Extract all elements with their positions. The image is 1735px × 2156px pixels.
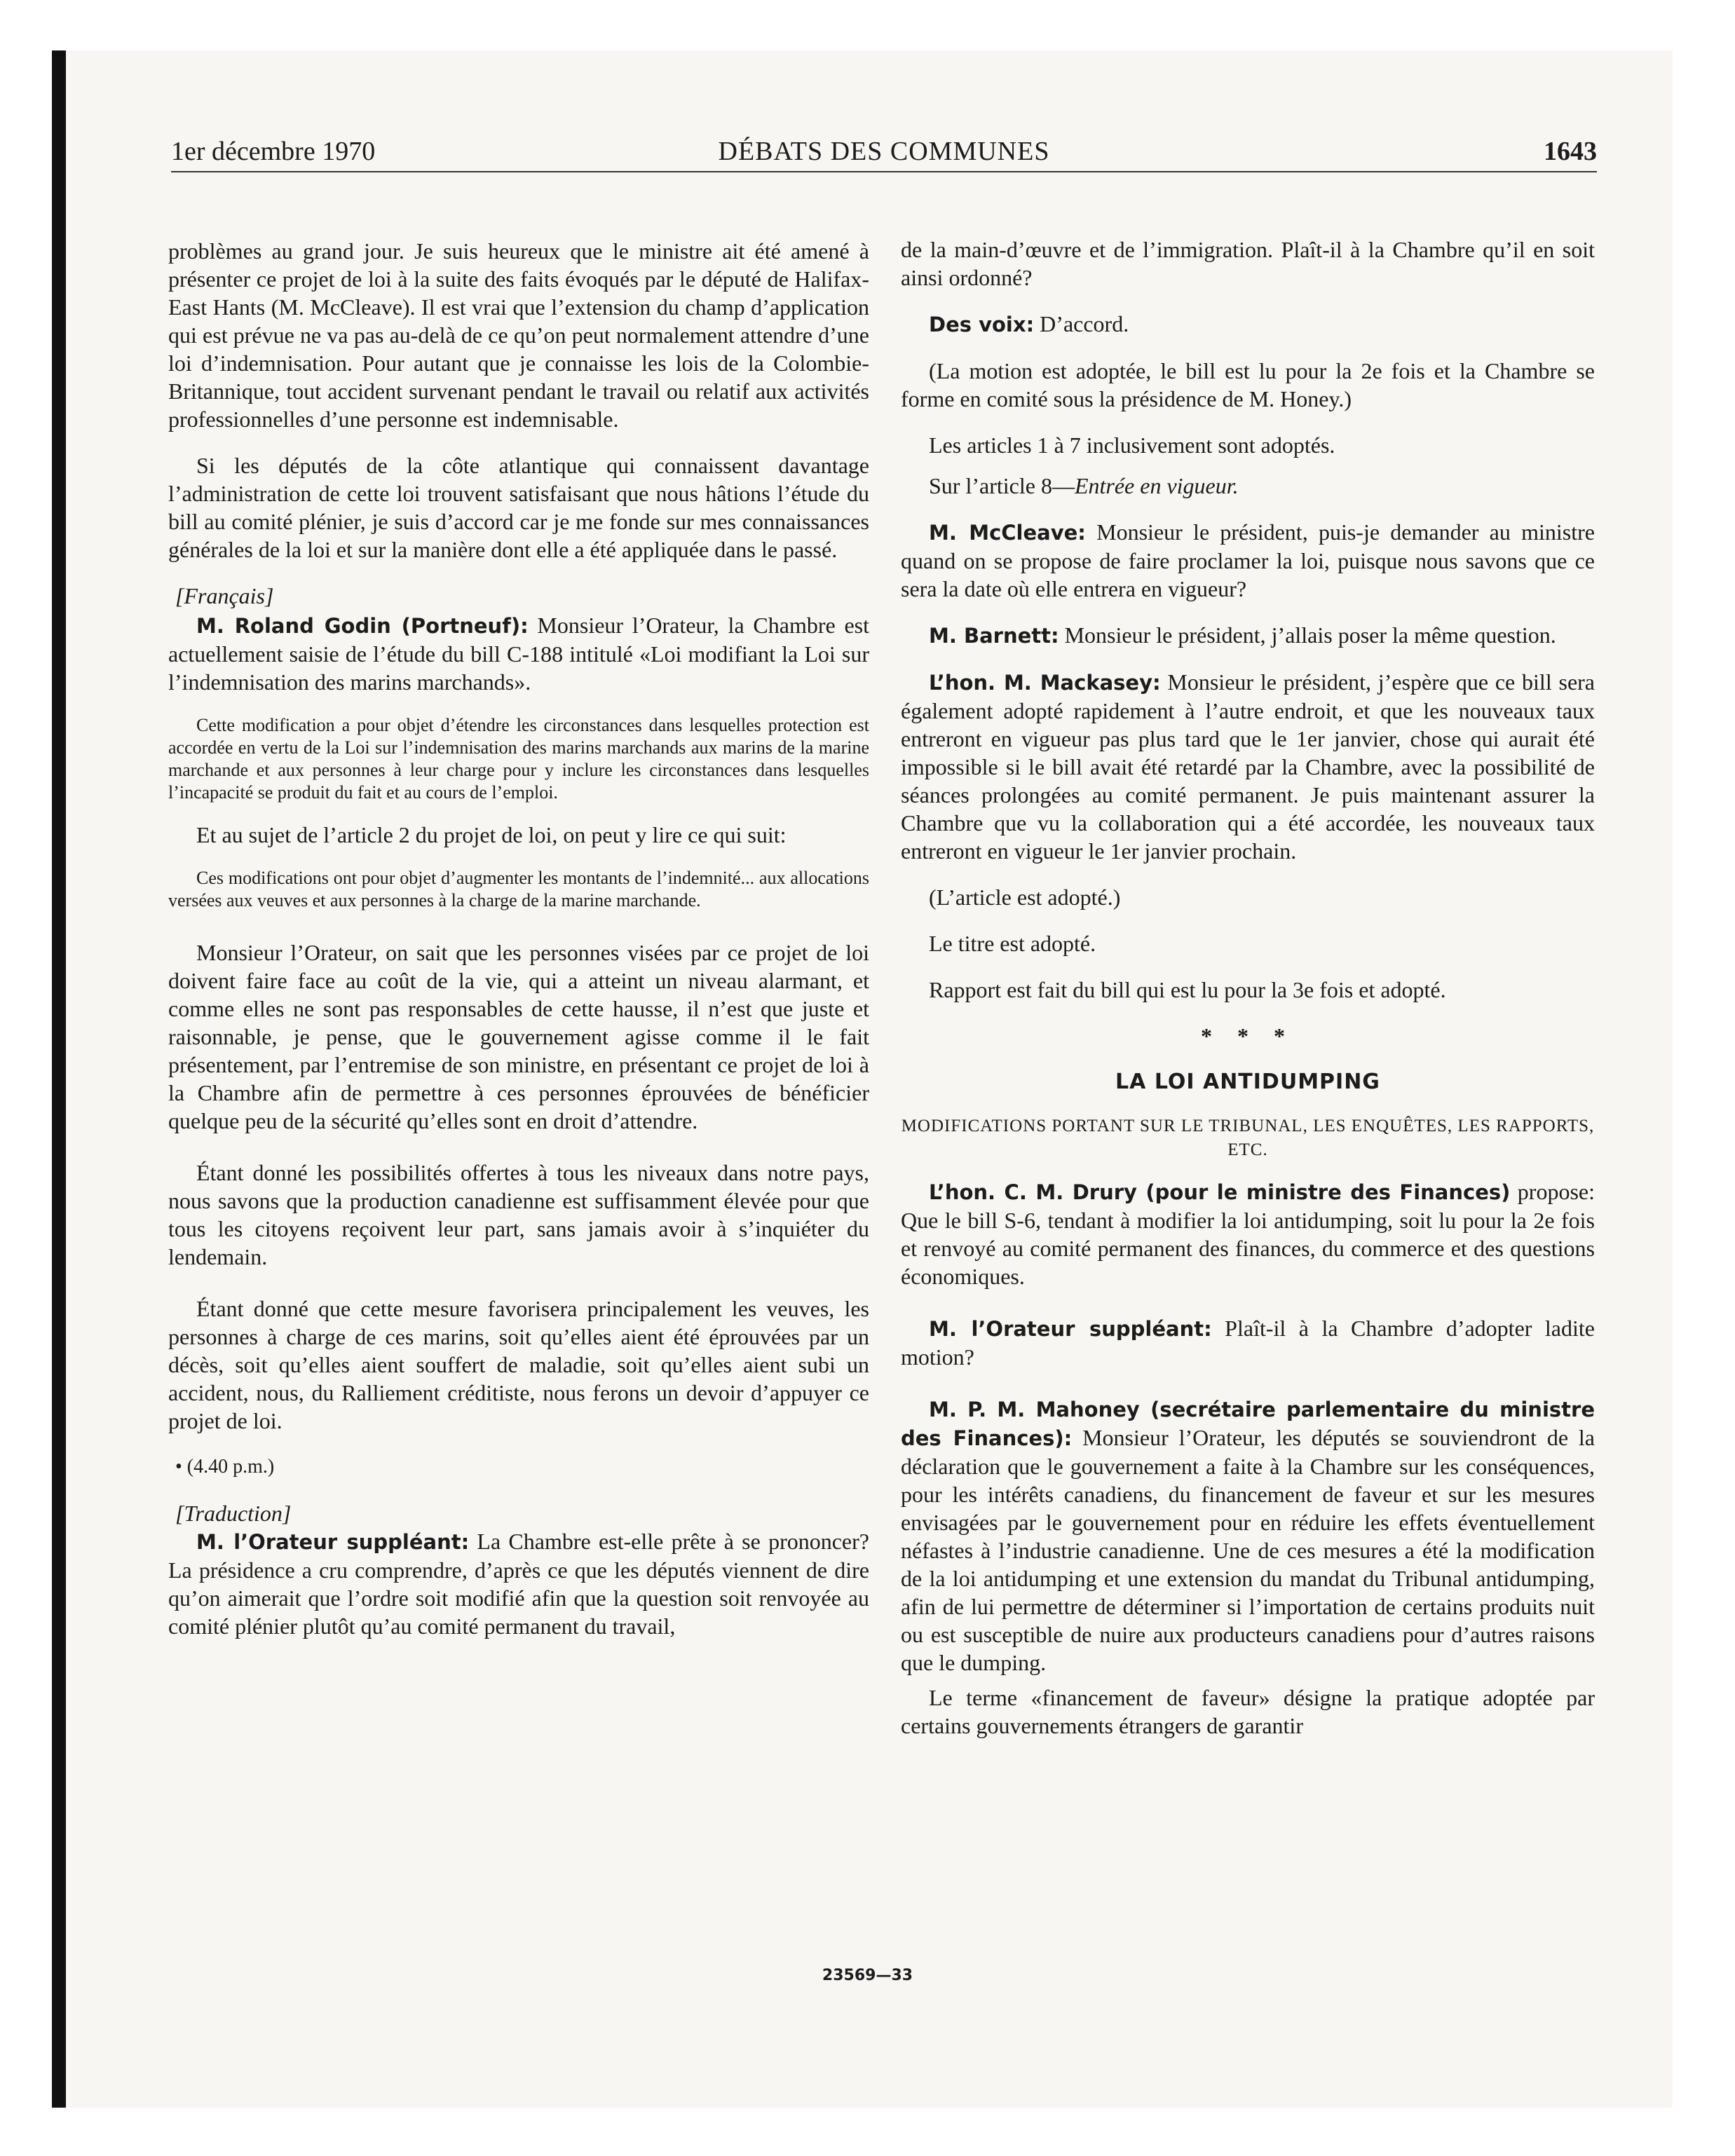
speaker-name: L’hon. M. Mackasey:: [929, 671, 1161, 695]
speech-godin: [168, 611, 869, 696]
paragraph: Étant donné que cette mesure favorisera principalement les veuves, les personnes à charge de ces marins, soit qu’elles aient été éprouvées par un décès, soit qu’elles aient souffert de maladie, soit qu’elles aient subi un accident, nous, du Ralliement créditiste, nous ferons un devoir d’appuyer ce projet de loi.: [168, 1296, 869, 1433]
speaker-name: M. l’Orateur suppléant:: [929, 1317, 1212, 1341]
language-tag: [Français]: [175, 583, 274, 608]
speech-text: propose: Que le bill S-6, tendant à modifier la loi antidumping, soit lu pour la 2e fois et renvoyé au comité permanent des finances, du commerce et des questions économiques.: [901, 1179, 1595, 1289]
quotation: Cette modification a pour objet d’étendre les circonstances dans lesquelles protection est accordée en vertu de la Loi sur l’indemnisation des marins marchands aux marins de la marine marchande et aux personnes à leur charge pour y inclure les circonstances dans lesquelles l’incapacité se produit du fait et au cours de l’emploi.: [168, 715, 869, 803]
speech-barnett: [901, 621, 1595, 650]
speaker-name: L’hon. C. M. Drury (pour le ministre des Finances): [929, 1180, 1511, 1204]
paragraph: Le terme «financement de faveur» désigne la pratique adoptée par certains gouvernements étrangers de garantir: [901, 1685, 1595, 1738]
speech-text: Monsieur l’Orateur, la Chambre est actuellement saisie de l’étude du bill C-188 intitulé «Loi modifiant la Loi sur l’indemnisation des marins marchands».: [168, 613, 869, 695]
paragraph: Le titre est adopté.: [929, 931, 1096, 956]
header-date: 1er décembre 1970: [171, 137, 376, 166]
right-column: [901, 236, 1595, 1740]
speaker-name: M. P. M. Mahoney (secrétaire parlementaire du ministre des Finances):: [901, 1398, 1595, 1450]
article-prefix: Sur l’article 8—: [929, 473, 1075, 498]
speech-text: La Chambre est-elle prête à se prononcer? La présidence a cru comprendre, d’après ce que les députés viennent de dire qu’on aimerait que l’ordre soit modifié afin que la question soit renvoyée au comité plénier plutôt qu’au comité permanent du travail,: [168, 1529, 869, 1639]
quotation: Ces modifications ont pour objet d’augmenter les montants de l’indemnité... aux allocations versées aux veuves et aux personnes à la charge de la marine marchande.: [168, 868, 869, 910]
paragraph: [901, 472, 1595, 500]
speaker-name: M. l’Orateur suppléant:: [196, 1530, 470, 1554]
language-tag: [Traduction]: [175, 1501, 292, 1526]
speech-text: D’accord.: [1034, 311, 1129, 336]
speaker-name: M. Roland Godin (Portneuf):: [196, 614, 529, 638]
speech-mackasey: [901, 668, 1595, 865]
speech-voix: [901, 310, 1595, 339]
speech-mccleave: [901, 518, 1595, 603]
footer-code: 23569—33: [822, 1967, 913, 1984]
scan-edge-shadow: [52, 50, 66, 2108]
page-number: 1643: [1544, 137, 1597, 166]
paragraph: problèmes au grand jour. Je suis heureux que le ministre ait été amené à présenter ce projet de loi à la suite des faits évoqués par le député de Halifax-East Hants (M. McCleave). Il est vrai que l’extension du champ d’application qui est prévue ne va pas au-delà de ce qu’on peut normalement attendre d’une loi d’indemnisation. Pour autant que je connaisse les lois de la Colombie-Britannique, tout accident survenant pendant le travail ou relatif aux activités professionnelles d’une personne est indemnisable.: [168, 238, 869, 432]
article-title: Entrée en vigueur.: [1074, 473, 1239, 498]
speaker-name: M. McCleave:: [929, 521, 1086, 545]
speaker-name: Des voix:: [929, 313, 1035, 336]
speech-mahoney: [901, 1395, 1595, 1677]
paragraph: Monsieur l’Orateur, on sait que les personnes visées par ce projet de loi doivent faire face au coût de la vie, qui a atteint un niveau alarmant, et comme elles ne sont pas responsables de cette hausse, il n’est que juste et raisonnable, je pense, que le gouvernement agisse comme il le fait présentement, par l’entremise de son ministre, en présentant ce projet de loi à la Chambre afin de permettre à ces personnes éprouvées de bénéficier quelque peu de la sécurité qu’elles sont en droit d’attendre.: [168, 940, 869, 1133]
speech-text: Monsieur le président, j’allais poser la même question.: [1059, 622, 1556, 648]
speech-text: Plaît-il à la Chambre d’adopter ladite motion?: [901, 1316, 1595, 1370]
paragraph: (L’article est adopté.): [929, 885, 1121, 910]
paragraph: Si les députés de la côte atlantique qui connaissent davantage l’administration de cette loi trouvent satisfaisant que nous hâtions l’étude du bill au comité plénier, je suis d’accord car je me fonde sur mes connaissances générales de la loi et sur la manière dont elle a été appliquée dans le passé.: [168, 453, 869, 562]
speech-orateur: [901, 1314, 1595, 1371]
speaker-name: M. Barnett:: [929, 624, 1059, 648]
paragraph: Les articles 1 à 7 inclusivement sont adoptés.: [929, 432, 1335, 458]
header-title: DÉBATS DES COMMUNES: [718, 137, 1050, 166]
paragraph: (La motion est adoptée, le bill est lu pour la 2e fois et la Chambre se forme en comité sous la présidence de M. Honey.): [901, 358, 1595, 411]
running-header: [171, 136, 1597, 170]
timestamp: • (4.40 p.m.): [175, 1456, 275, 1478]
paragraph: de la main-d’œuvre et de l’immigration. Plaît-il à la Chambre qu’il en soit ainsi ordonné?: [901, 237, 1595, 290]
header-rule: [171, 171, 1597, 172]
section-separator: * * *: [1201, 1023, 1295, 1049]
speech-orateur: [168, 1527, 869, 1640]
section-subtitle: MODIFICATIONS PORTANT SUR LE TRIBUNAL, LES ENQUÊTES, LES RAPPORTS, ETC.: [901, 1117, 1595, 1159]
paragraph: Étant donné les possibilités offertes à tous les niveaux dans notre pays, nous savons que la production canadienne est suffisamment élevée pour que tous les citoyens reçoivent leur part, sans jamais avoir à s’inquiéter du lendemain.: [168, 1160, 869, 1269]
speech-text: Monsieur l’Orateur, les députés se souviendront de la déclaration que le gouvernement a faite à la Chambre sur les conséquences, pour les intérêts canadiens, du financement de faveur et sur les mesures envisagées par le gouvernement pour en réduire les effets éventuellement néfastes à l’industrie canadienne. Une de ces mesures a été la modification de la loi antidumping et une extension du mandat du Tribunal antidumping, afin de lui permettre de déterminer si l’importation de certains produits nuit ou est susceptible de nuire aux producteurs canadiens pour d’autres raisons que le dumping.: [901, 1425, 1595, 1675]
speech-text: Monsieur le président, puis-je demander au ministre quand on se propose de faire proclamer la loi, puisque nous savons que ce sera la date où elle entrera en vigueur?: [901, 519, 1595, 601]
paragraph: Et au sujet de l’article 2 du projet de loi, on peut y lire ce qui suit:: [196, 822, 787, 847]
left-column: [168, 237, 869, 1640]
speech-drury: [901, 1178, 1595, 1290]
section-title: LA LOI ANTIDUMPING: [1115, 1070, 1380, 1094]
speech-text: Monsieur le président, j’espère que ce bill sera également adopté rapidement à l’autre endroit, et que les nouveaux taux entreront en vigueur pas plus tard que le 1er janvier, chose qui aurait été impossible si le bill avait été retardé par la Chambre, avec la possibilité de séances prolongées au comité permanent. Je puis maintenant assurer la Chambre que vu la collaboration qui a été accordée, les nouveaux taux entreront en vigueur le 1er janvier prochain.: [901, 669, 1595, 864]
paragraph: Rapport est fait du bill qui est lu pour la 3e fois et adopté.: [929, 977, 1446, 1002]
